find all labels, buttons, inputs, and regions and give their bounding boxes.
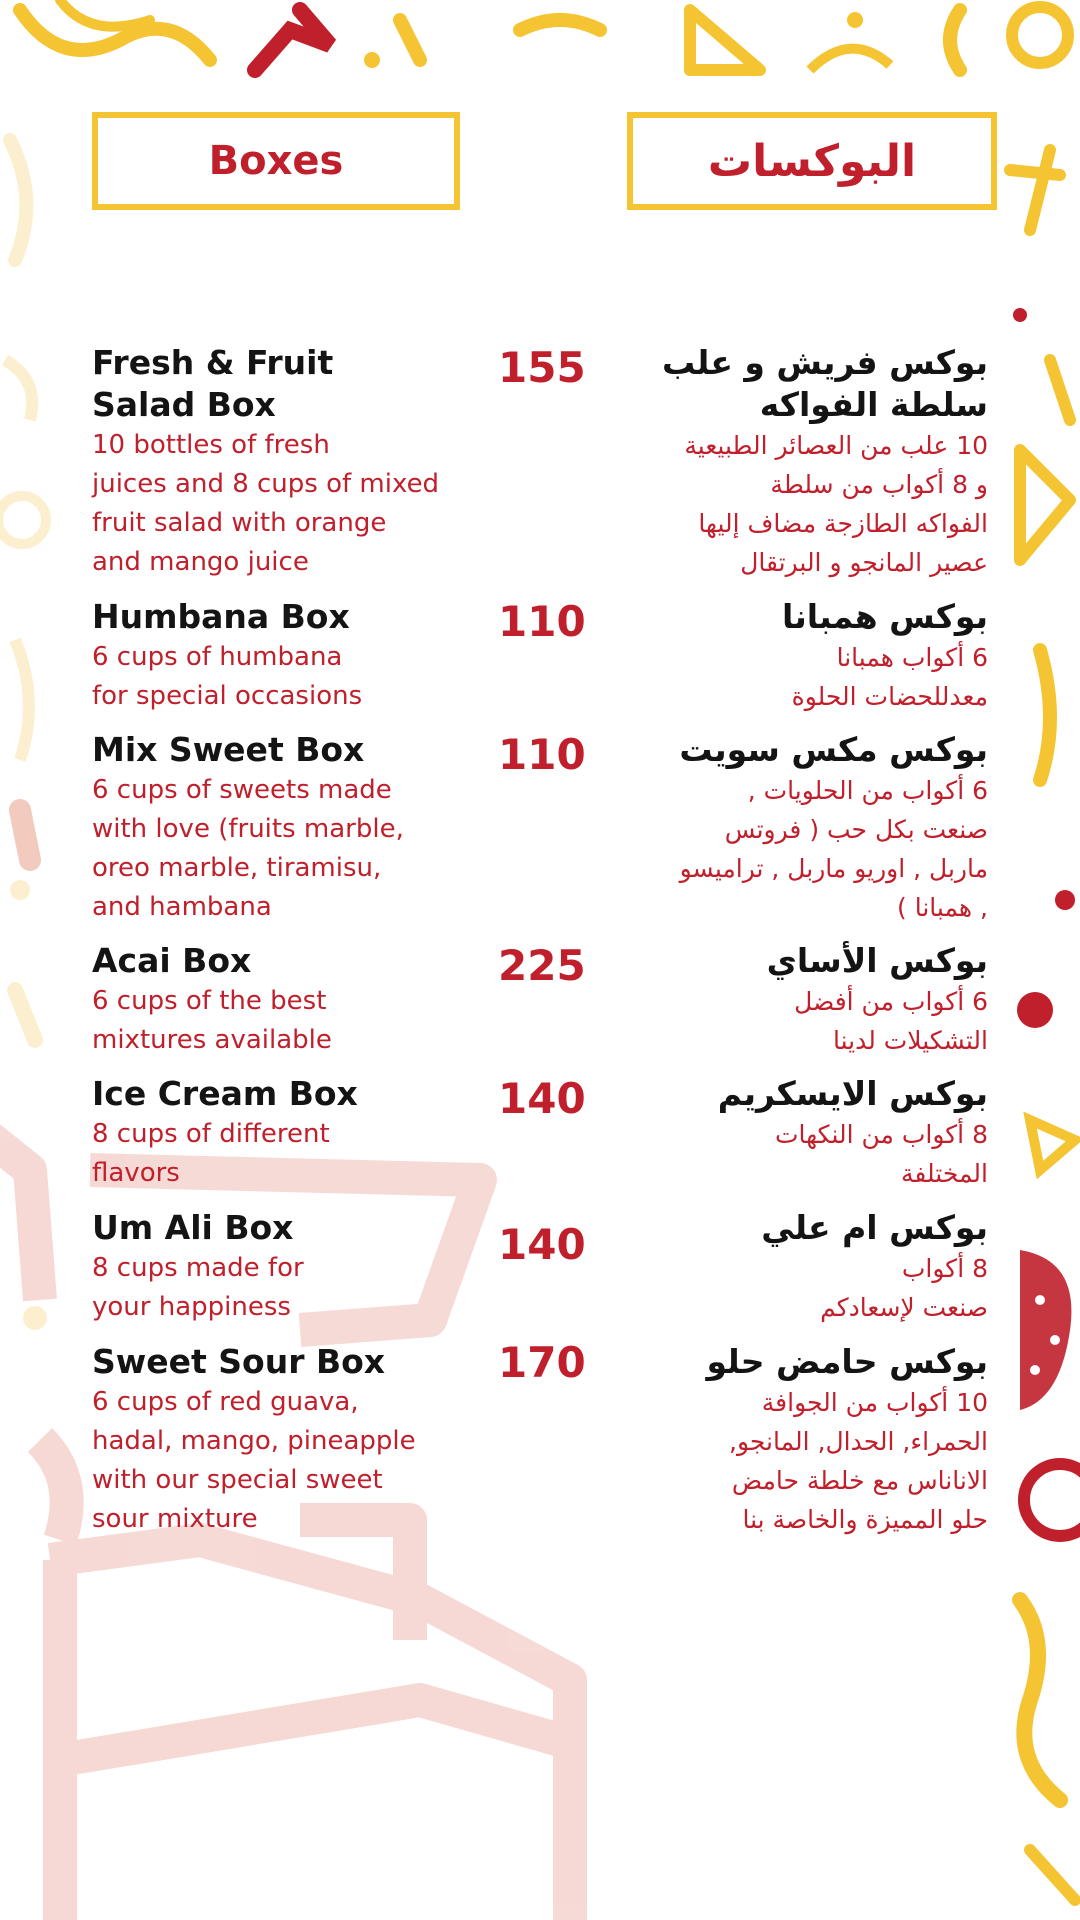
item-desc-ar: 10 أكواب من الجوافة الحمراء, الحدال, المانجو, الاناناس مع خلطة حامض حلو المميزة والخاصة بنا	[729, 1388, 988, 1534]
item-name-en: Sweet Sour Box	[92, 1342, 386, 1381]
menu-item-english	[92, 940, 492, 1060]
menu-item-english	[92, 342, 492, 582]
section-title-english-text: Boxes	[208, 138, 344, 184]
item-name-ar: بوكس مكس سويت	[679, 730, 988, 769]
menu-item-english	[92, 1341, 492, 1539]
item-desc-en: 6 cups of humbana for special occasions	[92, 642, 363, 711]
item-name-ar: بوكس الأساي	[766, 941, 988, 980]
menu-item-english	[92, 596, 492, 716]
item-price: 110	[498, 597, 586, 646]
item-desc-ar: 6 أكواب من الحلويات , صنعت بكل حب ( فروتس ماربل , اوريو ماربل , تراميسو , همبانا )	[679, 776, 988, 922]
item-name-en: Um Ali Box	[92, 1208, 294, 1247]
item-desc-en: 8 cups made for your happiness	[92, 1253, 304, 1322]
item-desc-en: 8 cups of different flavors	[92, 1119, 330, 1188]
menu-item-english	[92, 1207, 492, 1327]
item-price: 170	[498, 1338, 586, 1387]
menu-item-arabic	[588, 1341, 988, 1539]
item-price: 110	[498, 730, 586, 779]
item-desc-en: 6 cups of the best mixtures available	[92, 986, 332, 1055]
menu-item-arabic	[588, 1073, 988, 1193]
item-name-ar: بوكس ام علي	[761, 1208, 988, 1247]
item-price: 155	[498, 343, 586, 392]
item-name-en: Ice Cream Box	[92, 1074, 358, 1113]
item-desc-en: 6 cups of red guava, hadal, mango, pineapple with our special sweet sour mixture	[92, 1387, 416, 1534]
item-name-ar: بوكس فريش و علب سلطة الفواكه	[661, 343, 988, 424]
item-desc-ar: 10 علب من العصائر الطبيعية و 8 أكواب من سلطة الفواكه الطازجة مضاف إليها عصير المانجو و البرتقال	[684, 431, 988, 577]
item-price: 140	[498, 1220, 586, 1269]
menu-item-arabic	[588, 342, 988, 582]
item-desc-ar: 6 أكواب همبانا معدللحضات الحلوة	[791, 643, 988, 711]
item-desc-en: 6 cups of sweets made with love (fruits marble, oreo marble, tiramisu, and hambana	[92, 775, 404, 922]
section-title-english	[92, 112, 460, 210]
menu-item-arabic	[588, 940, 988, 1060]
menu-item-english	[92, 1073, 492, 1193]
item-name-en: Fresh & Fruit Salad Box	[92, 343, 334, 424]
item-name-en: Acai Box	[92, 941, 252, 980]
item-desc-ar: 8 أكواب صنعت لإسعادكم	[820, 1254, 988, 1322]
item-desc-ar: 6 أكواب من أفضل التشكيلات لدينا	[794, 987, 988, 1055]
item-desc-en: 10 bottles of fresh juices and 8 cups of mixed fruit salad with orange and mango juice	[92, 430, 440, 577]
item-price: 140	[498, 1074, 586, 1123]
item-name-ar: بوكس الايسكريم	[717, 1074, 988, 1113]
item-price: 225	[498, 941, 586, 990]
section-title-arabic-text: البوكسات	[707, 135, 917, 187]
item-desc-ar: 8 أكواب من النكهات المختلفة	[774, 1120, 988, 1188]
menu-item-arabic	[588, 596, 988, 716]
menu-item-english	[92, 729, 492, 927]
item-name-ar: بوكس همبانا	[781, 597, 988, 636]
menu-item-arabic	[588, 729, 988, 927]
menu-item-arabic	[588, 1207, 988, 1327]
item-name-ar: بوكس حامض حلو	[706, 1342, 988, 1381]
section-title-arabic	[627, 112, 997, 210]
item-name-en: Mix Sweet Box	[92, 730, 365, 769]
item-name-en: Humbana Box	[92, 597, 350, 636]
